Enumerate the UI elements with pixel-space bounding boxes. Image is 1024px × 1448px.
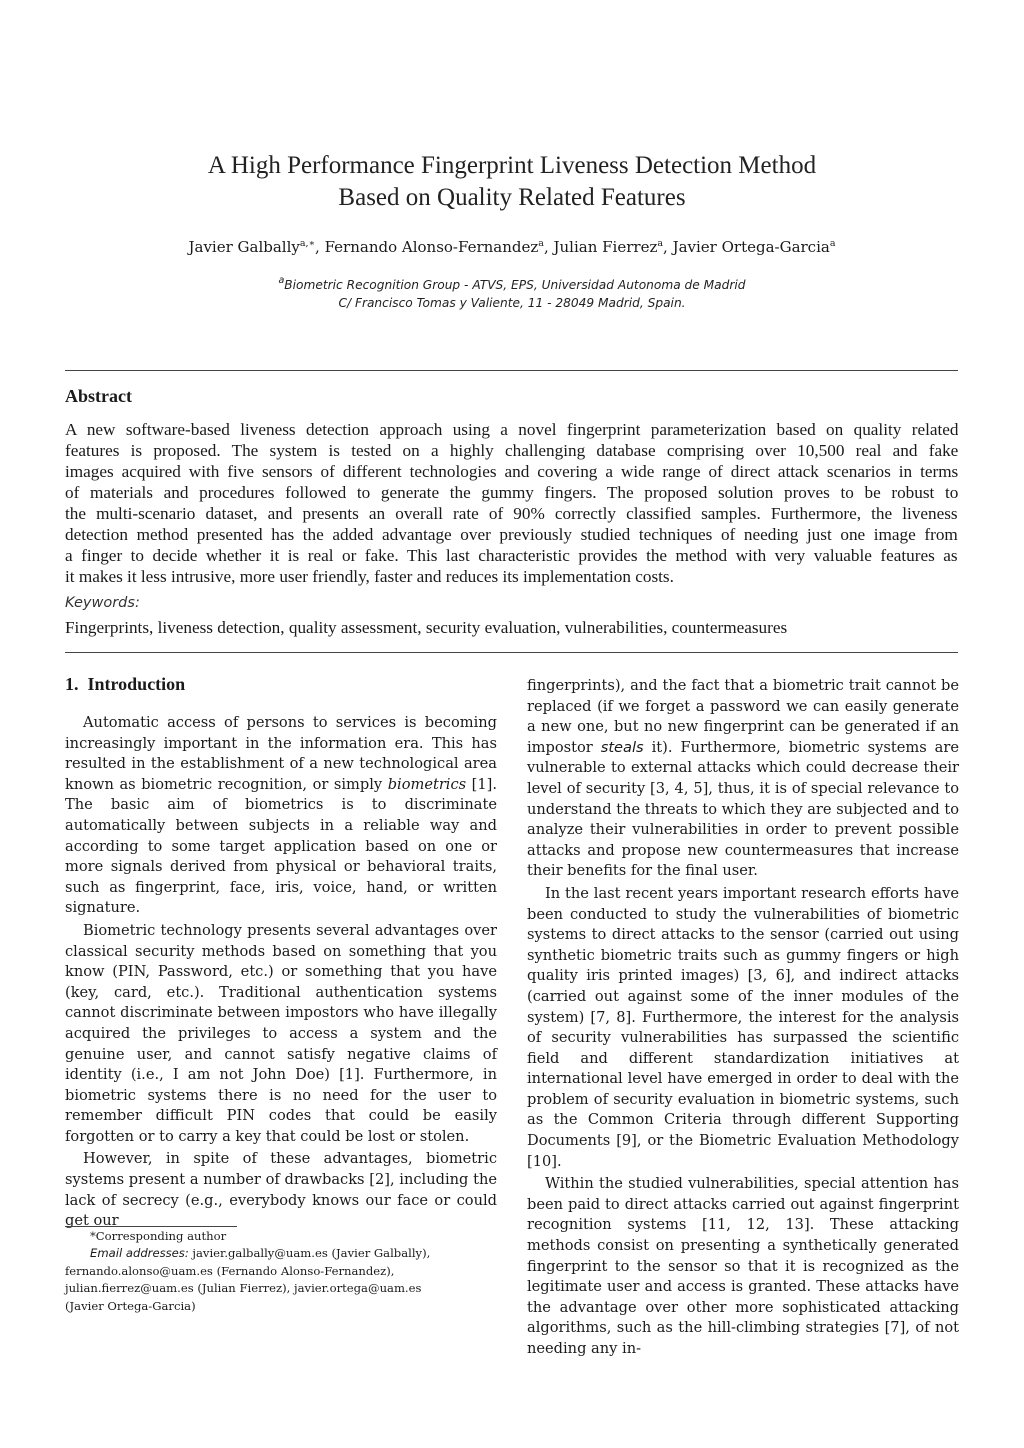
abstract-line: features is proposed. The system is tested on a highly challenging database comprising over 10,500 real and fake xyxy=(65,441,958,460)
paragraph: fingerprints), and the fact that a biometric trait cannot be replaced (if we forget a password we can easily generate a new one, but no new fingerprint can be generated if an impostor steals it). Furthermore, biometric systems are vulnerable to external attacks which could decrease their level of security [3, 4, 5], thus, it is of special relevance to understand the threats to which they are subjected and to analyze their vulnerabilities in order to prevent possible attacks and propose new countermeasures that increase their benefits for the final user. xyxy=(527,677,959,880)
affiliation-mark: a xyxy=(278,275,285,286)
author-mark: a xyxy=(657,238,664,249)
footnote-rule xyxy=(65,1226,237,1227)
paragraph: In the last recent years important research efforts have been conducted to study the vulnerabilities of biometric systems to direct attacks to the sensor (carried out using synthetic biometric traits such as gummy fingers or high quality iris printed images) [3, 6], and indirect attacks (carried out against some of the inner modules of the system) [7, 8]. Furthermore, the interest for the analysis of security vulnerabilities has surpassed the scientific field and different standardization initiatives at international level have emerged in order to deal with the problem of security evaluation in biometric systems, such as the Common Criteria through different Supporting Documents [9], or the Biometric Evaluation Methodology [10]. xyxy=(527,884,959,1170)
abstract-heading: Abstract xyxy=(65,386,132,406)
author-mark: a xyxy=(829,238,836,249)
abstract-line: it makes it less intrusive, more user friendly, faster and reduces its implementation costs. xyxy=(65,567,674,586)
author-name: Fernando Alonso-Fernandez xyxy=(324,238,539,256)
paper-title xyxy=(0,150,1024,214)
author-mark: a xyxy=(538,238,544,249)
section-title: Introduction xyxy=(87,674,186,694)
affiliation xyxy=(0,276,1024,312)
affiliation-line-1: Biometric Recognition Group - ATVS, EPS, Universidad Autonoma de Madrid xyxy=(284,278,746,292)
corresponding-author-note: *Corresponding author xyxy=(90,1229,227,1243)
section-number: 1. xyxy=(65,674,79,694)
paragraph: However, in spite of these advantages, biometric systems present a number of drawbacks [2], including the lack of secrecy (e.g., everybody knows our face or could get our xyxy=(65,1150,497,1230)
footnote xyxy=(65,1228,497,1315)
abstract-line: detection method presented has the added advantage over previously studied techniques of needing just one image from xyxy=(65,525,958,544)
keywords-text: Fingerprints, liveness detection, quality assessment, security evaluation, vulnerabilities, countermeasures xyxy=(65,618,788,637)
author-list: Javier Galbally$^{a,∗}$, Fernando Alonso-Fernandez$^a$, Julian Fierrez$^a$, Javier Ortega-Garcia$^a$ xyxy=(188,238,836,256)
author-name: Julian Fierrez xyxy=(553,238,658,256)
paragraph: Biometric technology presents several advantages over classical security methods based on something that you know (PIN, Password, etc.) or something that you have (key, card, etc.). Traditional authentication systems cannot discriminate between impostors who have illegally acquired the privileges to access a system and the genuine user, and cannot satisfy negative claims of identity (i.e., I am not John Doe) [1]. Furthermore, in biometric systems there is no need for the user to remember difficult PIN codes that could be easily forgotten or to carry a key that could be lost or stolen. xyxy=(65,921,497,1145)
paragraph: Automatic access of persons to services is becoming increasingly important in the information era. This has resulted in the establishment of a new technological area known as biometric recognition, or simply biometrics [1]. The basic aim of biometrics is to discriminate automatically between subjects in a reliable way and according to some target application based on one or more signals derived from physical or behavioral traits, such as fingerprint, face, iris, voice, hand, or written signature. xyxy=(65,714,497,917)
email-line: fernando.alonso@uam.es (Fernando Alonso-Fernandez), xyxy=(65,1263,395,1278)
title-line-1: A High Performance Fingerprint Liveness Detection Method xyxy=(207,152,817,179)
affiliation-line-2: C/ Francisco Tomas y Valiente, 11 - 28049 Madrid, Spain. xyxy=(338,296,686,310)
abstract-line: a finger to decide whether it is real or fake. This last characteristic provides the method with very valuable features as xyxy=(65,546,958,565)
email-line: javier.galbally@uam.es (Javier Galbally), xyxy=(188,1246,431,1261)
author-name: Javier Galbally xyxy=(188,238,300,256)
author-mark: a,∗ xyxy=(299,238,316,249)
divider-top xyxy=(65,370,958,371)
email-line: (Javier Ortega-Garcia) xyxy=(65,1298,196,1313)
abstract-line: the multi-scenario dataset, and presents an overall rate of 90% correctly classified samples. Furthermore, the liveness xyxy=(65,504,958,523)
title-line-2: Based on Quality Related Features xyxy=(338,184,686,211)
email-line: julian.fierrez@uam.es (Julian Fierrez), javier.ortega@uam.es xyxy=(65,1281,422,1296)
author-name: Javier Ortega-Garcia xyxy=(672,238,830,256)
section-heading xyxy=(65,674,185,695)
abstract-line: images acquired with five sensors of different technologies and covering a wide range of direct attack scenarios in terms xyxy=(65,462,958,481)
right-column xyxy=(527,676,959,1360)
emphasis: biometrics xyxy=(387,775,467,793)
left-column xyxy=(65,713,497,1232)
emphasis: steals xyxy=(600,738,644,756)
divider-bottom xyxy=(65,652,958,653)
abstract-line: of materials and procedures followed to generate the gummy fingers. The proposed solution proves to be robust to xyxy=(65,483,958,502)
keywords-label: Keywords: xyxy=(65,595,140,611)
email-label: Email addresses: xyxy=(90,1246,189,1261)
abstract-line: A new software-based liveness detection approach using a novel fingerprint parameterization based on quality related xyxy=(65,420,958,439)
paragraph: Within the studied vulnerabilities, special attention has been paid to direct attacks carried out against fingerprint recognition systems [11, 12, 13]. These attacking methods consist on presenting a synthetically generated fingerprint to the sensor so that it is recognized as the legitimate user and access is granted. These attacks have the advantage over other more sophisticated attacking algorithms, such as the hill-climbing strategies [7], of not needing any in- xyxy=(527,1175,959,1357)
